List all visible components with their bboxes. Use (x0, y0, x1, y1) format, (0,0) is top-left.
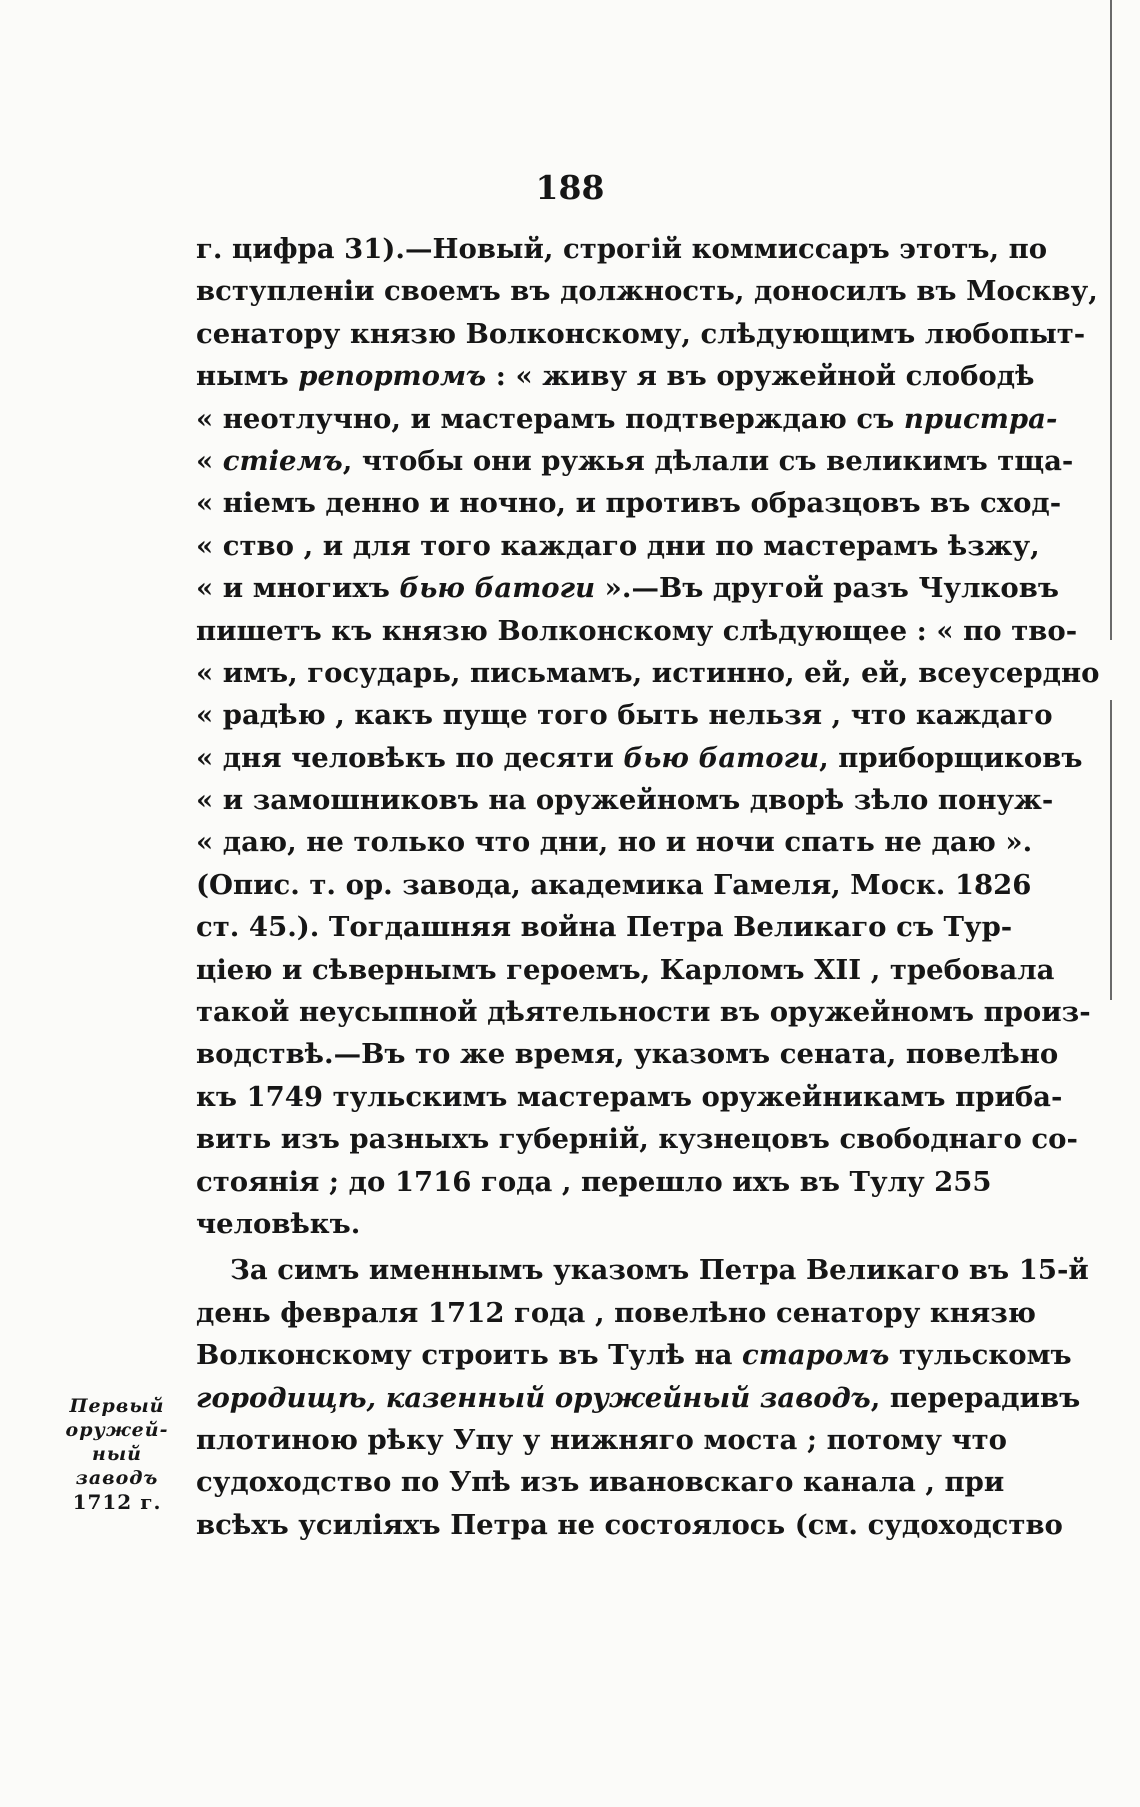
text-line: « неотлучно, и мастерамъ подтверждаю съ пристра- (196, 402, 1058, 435)
margin-note (48, 1394, 186, 1514)
text-line: судоходство по Упѣ изъ ивановскаго канала , при (196, 1466, 1005, 1499)
text-line: За симъ именнымъ указомъ Петра Великаго въ 15-й (230, 1254, 1089, 1287)
margin-note-line: оружей- (65, 1419, 169, 1441)
text-line: день февраля 1712 года , повелѣно сенатору князю (196, 1296, 1036, 1329)
text-line: плотиною рѣку Упу у нижняго моста ; потому что (196, 1423, 1008, 1456)
text-line: Волконскому строить въ Тулѣ на старомъ тульскомъ (196, 1339, 1072, 1372)
margin-note-year: 1712 г. (72, 1490, 162, 1514)
margin-note-line: ный заводъ (75, 1443, 159, 1489)
text-line: « ство , и для того каждаго дни по мастерамъ ѣзжу, (196, 529, 1040, 562)
text-line: « ніемъ денно и ночно, и противъ образцовъ въ сход- (196, 487, 1062, 520)
text-line: вступленіи своемъ въ должность, доносилъ въ Москву, (196, 275, 1098, 308)
text-line: человѣкъ. (196, 1207, 361, 1240)
text-line: « стіемъ, чтобы они ружья дѣлали съ великимъ тща- (196, 444, 1074, 477)
text-line: водствѣ.—Въ то же время, указомъ сената, повелѣно (196, 1038, 1059, 1071)
margin-note-line: Первый (69, 1395, 165, 1417)
text-line: « даю, не только что дни, но и ночи спать не даю ». (196, 826, 1033, 859)
text-line: пишетъ къ князю Волконскому слѣдующее : « по тво- (196, 614, 1078, 647)
text-line: « и многихъ бью батоги ».—Въ другой разъ Чулковъ (196, 572, 1059, 605)
page-number: 188 (535, 168, 605, 207)
text-line: ціею и сѣвернымъ героемъ, Карломъ XII , требовала (196, 953, 1055, 986)
text-line: стоянія ; до 1716 года , перешло ихъ въ Тулу 255 (196, 1165, 992, 1198)
text-line: къ 1749 тульскимъ мастерамъ оружейникамъ приба- (196, 1080, 1063, 1113)
page-edge-line-right-lower (1110, 700, 1112, 1000)
page-edge-line-right (1110, 0, 1112, 640)
text-line: « радѣю , какъ пуще того быть нельзя , что каждаго (196, 699, 1053, 732)
text-line: нымъ репортомъ : « живу я въ оружейной слободѣ (196, 360, 1035, 393)
text-line: « имъ, государь, письмамъ, истинно, ей, ей, всеусердно (196, 656, 1100, 689)
body-text (196, 228, 1100, 1546)
text-line: вить изъ разныхъ губерній, кузнецовъ свободнаго со- (196, 1123, 1078, 1156)
text-line: (Опис. т. ор. завода, академика Гамеля, Моск. 1826 (196, 868, 1032, 901)
text-line: « и замошниковъ на оружейномъ дворѣ зѣло понуж- (196, 784, 1054, 817)
text-line: сенатору князю Волконскому, слѣдующимъ любопыт- (196, 317, 1086, 350)
text-line: такой неусыпной дѣятельности въ оружейномъ произ- (196, 996, 1091, 1029)
text-line: ст. 45.). Тогдашняя война Петра Великаго съ Тур- (196, 911, 1013, 944)
text-line: городищѣ, казенный оружейный заводъ, перерадивъ (196, 1381, 1081, 1414)
text-line: « дня человѣкъ по десяти бью батоги, приборщиковъ (196, 741, 1083, 774)
text-line: всѣхъ усиліяхъ Петра не состоялось (см. судоходство (196, 1508, 1063, 1541)
text-line: г. цифра 31).—Новый, строгій коммиссаръ этотъ, по (196, 233, 1048, 265)
